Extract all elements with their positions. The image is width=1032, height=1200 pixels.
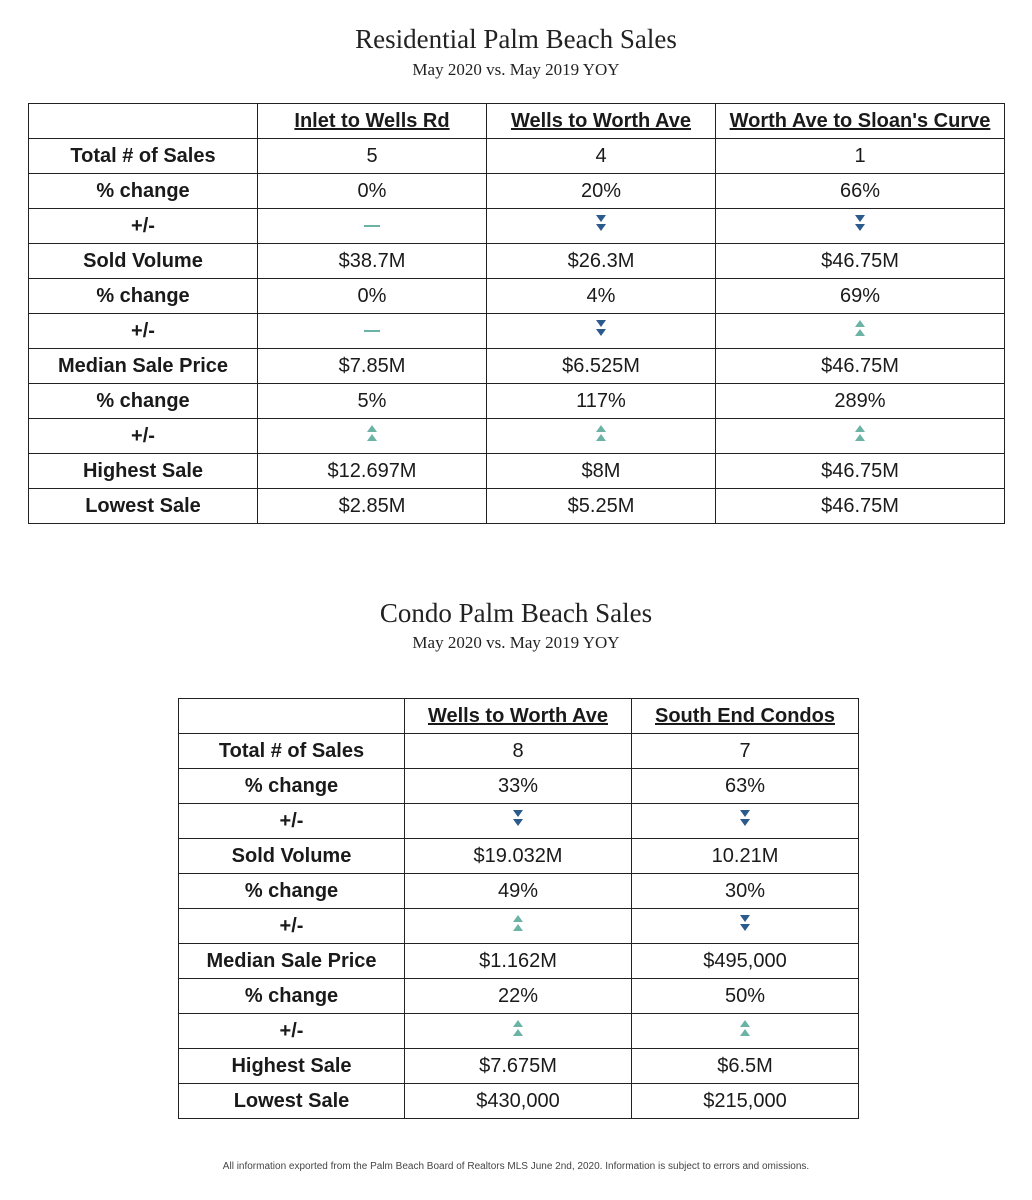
increase-arrow-icon xyxy=(512,1019,524,1043)
table-row xyxy=(179,804,859,839)
row-label: +/- xyxy=(179,909,405,944)
table-cell: 33% xyxy=(405,769,632,804)
column-header: Worth Ave to Sloan's Curve xyxy=(716,104,1005,139)
table-cell: 4 xyxy=(487,139,716,174)
table-row xyxy=(29,209,1005,244)
condo-subtitle: May 2020 vs. May 2019 YOY xyxy=(412,633,620,652)
row-label: +/- xyxy=(179,1014,405,1049)
row-label: % change xyxy=(29,174,258,209)
column-header: Wells to Worth Ave xyxy=(487,104,716,139)
row-label: % change xyxy=(29,279,258,314)
change-indicator-cell xyxy=(632,909,859,944)
row-label: % change xyxy=(179,979,405,1014)
table-cell: 117% xyxy=(487,384,716,419)
table-header-row xyxy=(29,104,1005,139)
change-indicator-cell xyxy=(258,314,487,349)
table-row xyxy=(29,314,1005,349)
residential-sales-table xyxy=(28,103,1005,524)
change-indicator-cell xyxy=(487,419,716,454)
row-label: Total # of Sales xyxy=(179,734,405,769)
change-indicator-cell xyxy=(487,314,716,349)
table-cell: $46.75M xyxy=(716,244,1005,279)
condo-sales-table xyxy=(178,698,859,1119)
row-label: Lowest Sale xyxy=(179,1084,405,1119)
table-row xyxy=(29,244,1005,279)
increase-arrow-icon xyxy=(854,424,866,448)
table-row xyxy=(179,1049,859,1084)
table-row xyxy=(29,174,1005,209)
table-cell: $38.7M xyxy=(258,244,487,279)
table-row xyxy=(179,944,859,979)
change-indicator-cell xyxy=(405,1014,632,1049)
table-row xyxy=(179,979,859,1014)
row-label: +/- xyxy=(29,314,258,349)
table-header-row xyxy=(179,699,859,734)
table-row xyxy=(29,139,1005,174)
table-row xyxy=(29,419,1005,454)
increase-arrow-icon xyxy=(739,1019,751,1043)
row-label: Sold Volume xyxy=(29,244,258,279)
decrease-arrow-icon xyxy=(595,214,607,238)
table-cell: $495,000 xyxy=(632,944,859,979)
column-header: South End Condos xyxy=(632,699,859,734)
table-cell: 50% xyxy=(632,979,859,1014)
table-row xyxy=(29,279,1005,314)
table-cell: $215,000 xyxy=(632,1084,859,1119)
table-cell: $430,000 xyxy=(405,1084,632,1119)
table-cell: 30% xyxy=(632,874,859,909)
table-cell: $5.25M xyxy=(487,489,716,524)
residential-subtitle: May 2020 vs. May 2019 YOY xyxy=(412,60,620,79)
change-indicator-cell xyxy=(405,909,632,944)
table-row xyxy=(29,454,1005,489)
row-label: Sold Volume xyxy=(179,839,405,874)
table-cell: 63% xyxy=(632,769,859,804)
decrease-arrow-icon xyxy=(595,319,607,343)
row-label: Median Sale Price xyxy=(29,349,258,384)
table-cell: $46.75M xyxy=(716,489,1005,524)
change-indicator-cell xyxy=(716,419,1005,454)
table-cell: 8 xyxy=(405,734,632,769)
no-change-dash-icon xyxy=(364,330,380,332)
table-cell: 289% xyxy=(716,384,1005,419)
table-cell: $6.5M xyxy=(632,1049,859,1084)
table-cell: 5% xyxy=(258,384,487,419)
header-blank-cell xyxy=(179,699,405,734)
table-row xyxy=(29,349,1005,384)
change-indicator-cell xyxy=(405,804,632,839)
row-label: Lowest Sale xyxy=(29,489,258,524)
change-indicator-cell xyxy=(487,209,716,244)
change-indicator-cell xyxy=(632,1014,859,1049)
residential-title: Residential Palm Beach Sales xyxy=(355,24,677,54)
column-header: Wells to Worth Ave xyxy=(405,699,632,734)
table-cell: $2.85M xyxy=(258,489,487,524)
row-label: % change xyxy=(179,769,405,804)
row-label: Highest Sale xyxy=(179,1049,405,1084)
row-label: Highest Sale xyxy=(29,454,258,489)
change-indicator-cell xyxy=(716,209,1005,244)
table-cell: 0% xyxy=(258,174,487,209)
table-row xyxy=(29,384,1005,419)
increase-arrow-icon xyxy=(595,424,607,448)
row-label: +/- xyxy=(179,804,405,839)
table-cell: $12.697M xyxy=(258,454,487,489)
row-label: +/- xyxy=(29,419,258,454)
table-cell: $46.75M xyxy=(716,454,1005,489)
increase-arrow-icon xyxy=(366,424,378,448)
table-cell: 0% xyxy=(258,279,487,314)
header-blank-cell xyxy=(29,104,258,139)
table-row xyxy=(179,839,859,874)
table-cell: 69% xyxy=(716,279,1005,314)
table-cell: $19.032M xyxy=(405,839,632,874)
change-indicator-cell xyxy=(716,314,1005,349)
condo-title: Condo Palm Beach Sales xyxy=(379,598,653,628)
row-label: Total # of Sales xyxy=(29,139,258,174)
table-cell: 10.21M xyxy=(632,839,859,874)
row-label: % change xyxy=(29,384,258,419)
row-label: % change xyxy=(179,874,405,909)
table-cell: 1 xyxy=(716,139,1005,174)
increase-arrow-icon xyxy=(512,914,524,938)
table-cell: 20% xyxy=(487,174,716,209)
decrease-arrow-icon xyxy=(739,809,751,833)
change-indicator-cell xyxy=(258,419,487,454)
table-cell: $7.85M xyxy=(258,349,487,384)
table-cell: $7.675M xyxy=(405,1049,632,1084)
table-cell: 22% xyxy=(405,979,632,1014)
footer-disclaimer: All information exported from the Palm Beach Board of Realtors MLS June 2nd, 2020. Information is subject to errors and omissions. xyxy=(222,1161,810,1172)
table-cell: 49% xyxy=(405,874,632,909)
table-cell: 7 xyxy=(632,734,859,769)
row-label: Median Sale Price xyxy=(179,944,405,979)
table-cell: $6.525M xyxy=(487,349,716,384)
table-row xyxy=(179,734,859,769)
table-cell: $1.162M xyxy=(405,944,632,979)
table-cell: 66% xyxy=(716,174,1005,209)
table-row xyxy=(179,874,859,909)
table-row xyxy=(29,489,1005,524)
no-change-dash-icon xyxy=(364,225,380,227)
increase-arrow-icon xyxy=(854,319,866,343)
decrease-arrow-icon xyxy=(854,214,866,238)
table-cell: 5 xyxy=(258,139,487,174)
table-cell: $26.3M xyxy=(487,244,716,279)
table-cell: $8M xyxy=(487,454,716,489)
column-header: Inlet to Wells Rd xyxy=(258,104,487,139)
table-row xyxy=(179,1084,859,1119)
decrease-arrow-icon xyxy=(512,809,524,833)
table-cell: 4% xyxy=(487,279,716,314)
change-indicator-cell xyxy=(632,804,859,839)
table-row xyxy=(179,1014,859,1049)
table-cell: $46.75M xyxy=(716,349,1005,384)
table-row xyxy=(179,909,859,944)
row-label: +/- xyxy=(29,209,258,244)
table-row xyxy=(179,769,859,804)
decrease-arrow-icon xyxy=(739,914,751,938)
change-indicator-cell xyxy=(258,209,487,244)
